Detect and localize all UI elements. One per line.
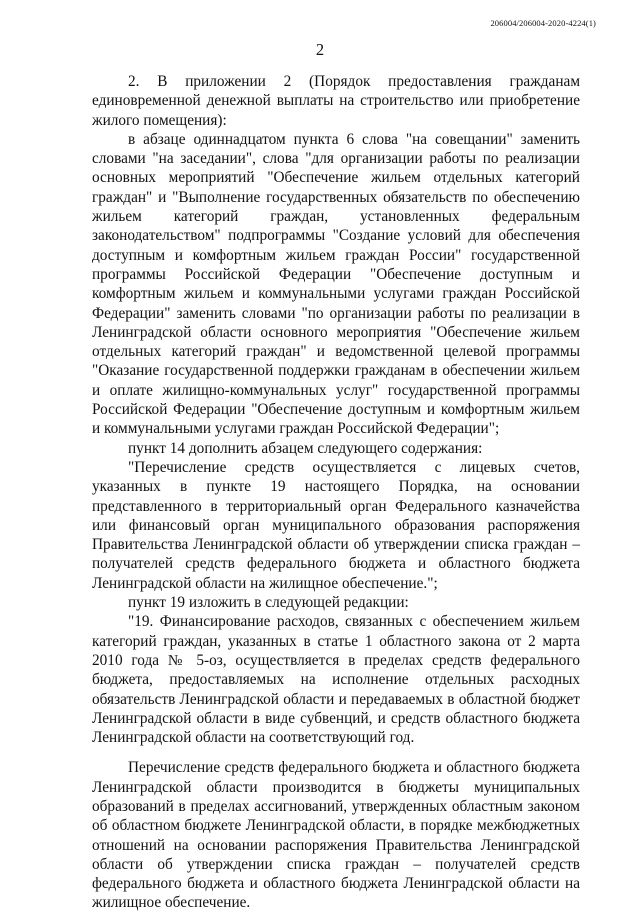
paragraph-p19-transfer: Перечисление средств федерального бюджета и областного бюджета Ленинградской области производится в бюджеты муниципальных образований в пределах ассигнований, утвержденных областным законом об областном бюджете Ленинградской области, в порядке межбюджетных отношений на основании распоряжения Правительства Ленинградской области об утверждении списка граждан – получателей средств федерального бюджета и областного бюджета Ленинградской области на жилищное обеспечение. (92, 759, 580, 912)
paragraph-p14-new-text: "Перечисление средств осуществляется с лицевых счетов, указанных в пункте 19 настоящего Порядка, на основании представленного в территориальный орган Федерального казначейства или финансовый орган муниципального образования распоряжения Правительства Ленинградской области об утверждении списка граждан – получателей средств федерального бюджета и областного бюджета Ленинградской области на жилищное обеспечение."; (92, 458, 580, 592)
paragraph-item-2-heading: 2. В приложении 2 (Порядок предоставления гражданам единовременной денежной выплаты на строительство или приобретение жилого помещения): (92, 73, 580, 129)
paragraph-p19-financing: "19. Финансирование расходов, связанных с обеспечением жильем категорий граждан, указанных в статье 1 областного закона от 2 марта 2010 года № 5-оз, осуществляется в пределах средств федерального бюджета, предоставляемых на исполнение отдельных расходных обязательств Ленинградской области и передаваемых в областной бюджет Ленинградской области в виде субвенций, и средств областного бюджета Ленинградской области на соответствующий год. (92, 613, 580, 747)
page-number: 2 (315, 40, 325, 59)
paragraph-amendment-p14: пункт 14 дополнить абзацем следующего содержания: (128, 439, 483, 457)
paragraph-amendment-p19: пункт 19 изложить в следующей редакции: (128, 594, 409, 612)
document-id: 206004/206004-2020-4224(1) (490, 18, 596, 28)
document-body (92, 72, 580, 913)
paragraph-amendment-p6: в абзаце одиннадцатом пункта 6 слова "на совещании" заменить словами "на заседании", слова "для организации работы по реализации основных мероприятий "Обеспечение жильем отдельных категорий граждан" и "Выполнение государственных обязательств по обеспечению жильем категорий граждан, установленных федеральным законодательством" подпрограммы "Создание условий для обеспечения доступным и комфортным жильем граждан России" государственной программы Российской Федерации "Обеспечение доступным и комфортным жильем и коммунальными услугами граждан Российской Федерации" заменить словами "по организации работы по реализации в Ленинградской области основного мероприятия "Обеспечение жильем отдельных категорий граждан" и ведомственной целевой программы "Оказание государственной поддержки гражданам в обеспечении жильем и оплате жилищно-коммунальных услуг" государственной программы Российской Федерации "Обеспечение доступным и комфортным жильем и коммунальными услугами граждан Российской Федерации"; (92, 130, 580, 438)
